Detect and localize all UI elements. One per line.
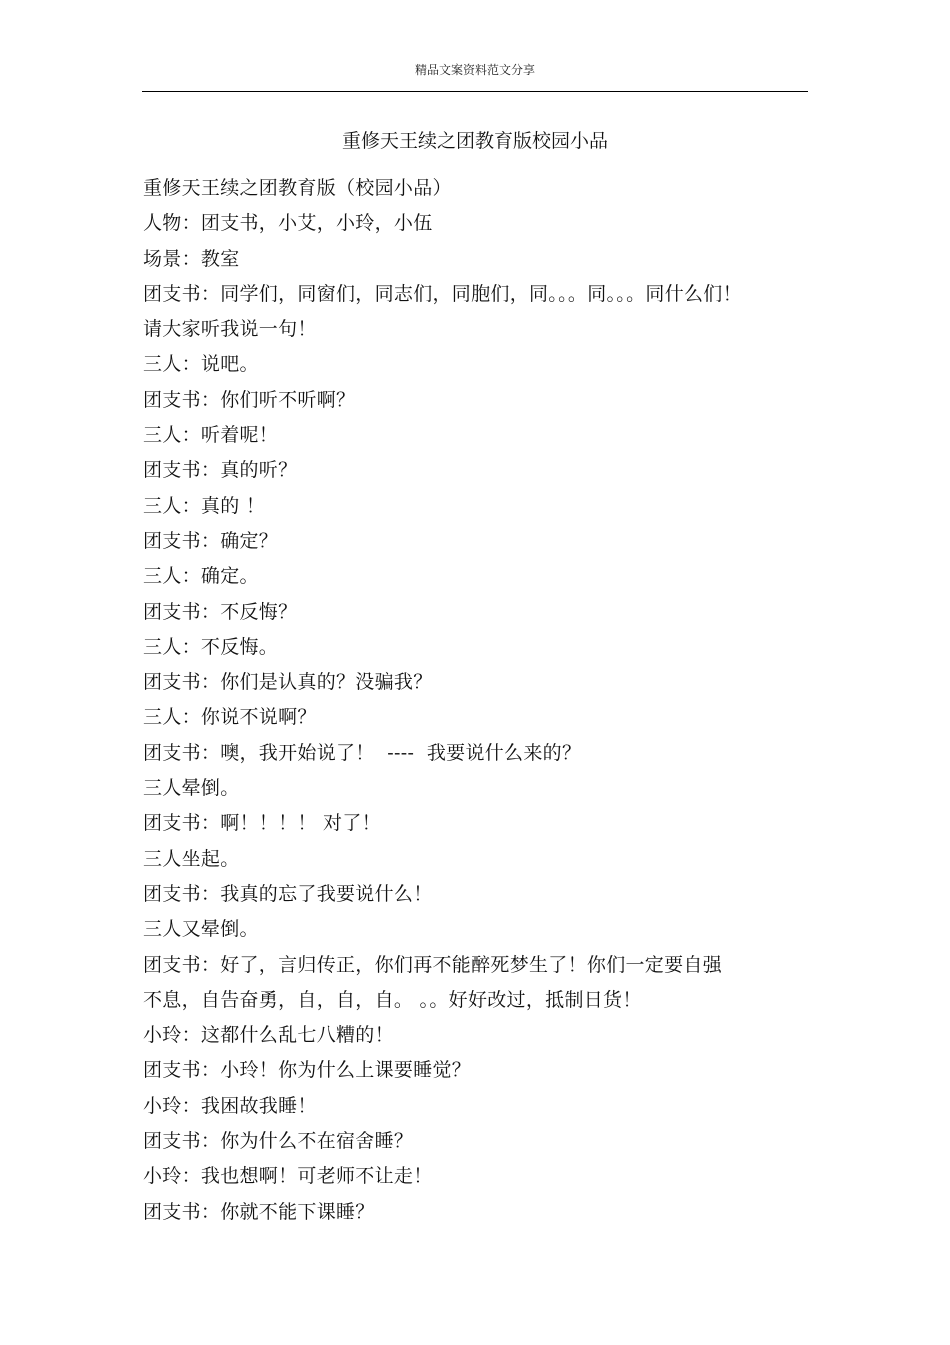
document-body	[143, 171, 783, 1230]
text-line: 重修天王续之团教育版（校园小品）	[143, 177, 452, 199]
text-line: 团支书：啊！！！！ 对了！	[143, 812, 381, 835]
text-line: 团支书：你们听不听啊？	[143, 388, 356, 411]
text-line: 请大家听我说一句！	[143, 318, 317, 341]
text-line: 三人：确定。	[143, 565, 259, 588]
text-line: 团支书：小玲！你为什么上课要睡觉？	[143, 1059, 472, 1082]
text-line: 小玲：这都什么乱七八糟的！	[143, 1024, 394, 1047]
text-line: 团支书：真的听？	[143, 459, 298, 482]
text-line: 团支书：同学们，同窗们，同志们，同胞们，同。。。同。。。同什么们！	[143, 282, 742, 305]
text-line: 三人：真的 ！	[143, 494, 266, 517]
text-line: 团支书：你就不能下课睡？	[143, 1200, 375, 1223]
text-line: 三人坐起。	[143, 847, 240, 870]
text-line: 团支书：噢，我开始说了！ ---- 我要说什么来的？	[143, 741, 582, 764]
text-line: 团支书：好了，言归传正，你们再不能醉死梦生了！你们一定要自强	[143, 953, 723, 976]
text-line: 三人：听着呢！	[143, 424, 279, 447]
text-line: 团支书：确定？	[143, 529, 279, 552]
text-line: 团支书：不反悔？	[143, 600, 298, 623]
text-line: 三人：说吧。	[143, 353, 259, 376]
text-line: 人物：团支书，小艾，小玲，小伍	[143, 212, 433, 235]
text-line: 三人：你说不说啊？	[143, 706, 317, 729]
text-line: 团支书：你们是认真的？没骗我？	[143, 671, 433, 694]
page-header: 精品文案资料范文分享	[414, 63, 535, 77]
text-line: 团支书：你为什么不在宿舍睡？	[143, 1130, 414, 1153]
text-line: 三人晕倒。	[143, 777, 240, 800]
text-line: 小玲：我也想啊！可老师不让走！	[143, 1165, 433, 1188]
document-title: 重修天王续之团教育版校园小品	[341, 130, 608, 152]
text-line: 三人：不反悔。	[143, 635, 279, 658]
text-line: 不息，自告奋勇，自，自，自。 。。好好改过，抵制日货！	[143, 988, 642, 1011]
text-line: 场景：教室	[143, 247, 240, 270]
header-divider	[142, 91, 808, 92]
text-line: 团支书：我真的忘了我要说什么！	[143, 882, 433, 905]
text-line: 小玲：我困故我睡！	[143, 1094, 317, 1117]
text-line: 三人又晕倒。	[143, 918, 259, 941]
